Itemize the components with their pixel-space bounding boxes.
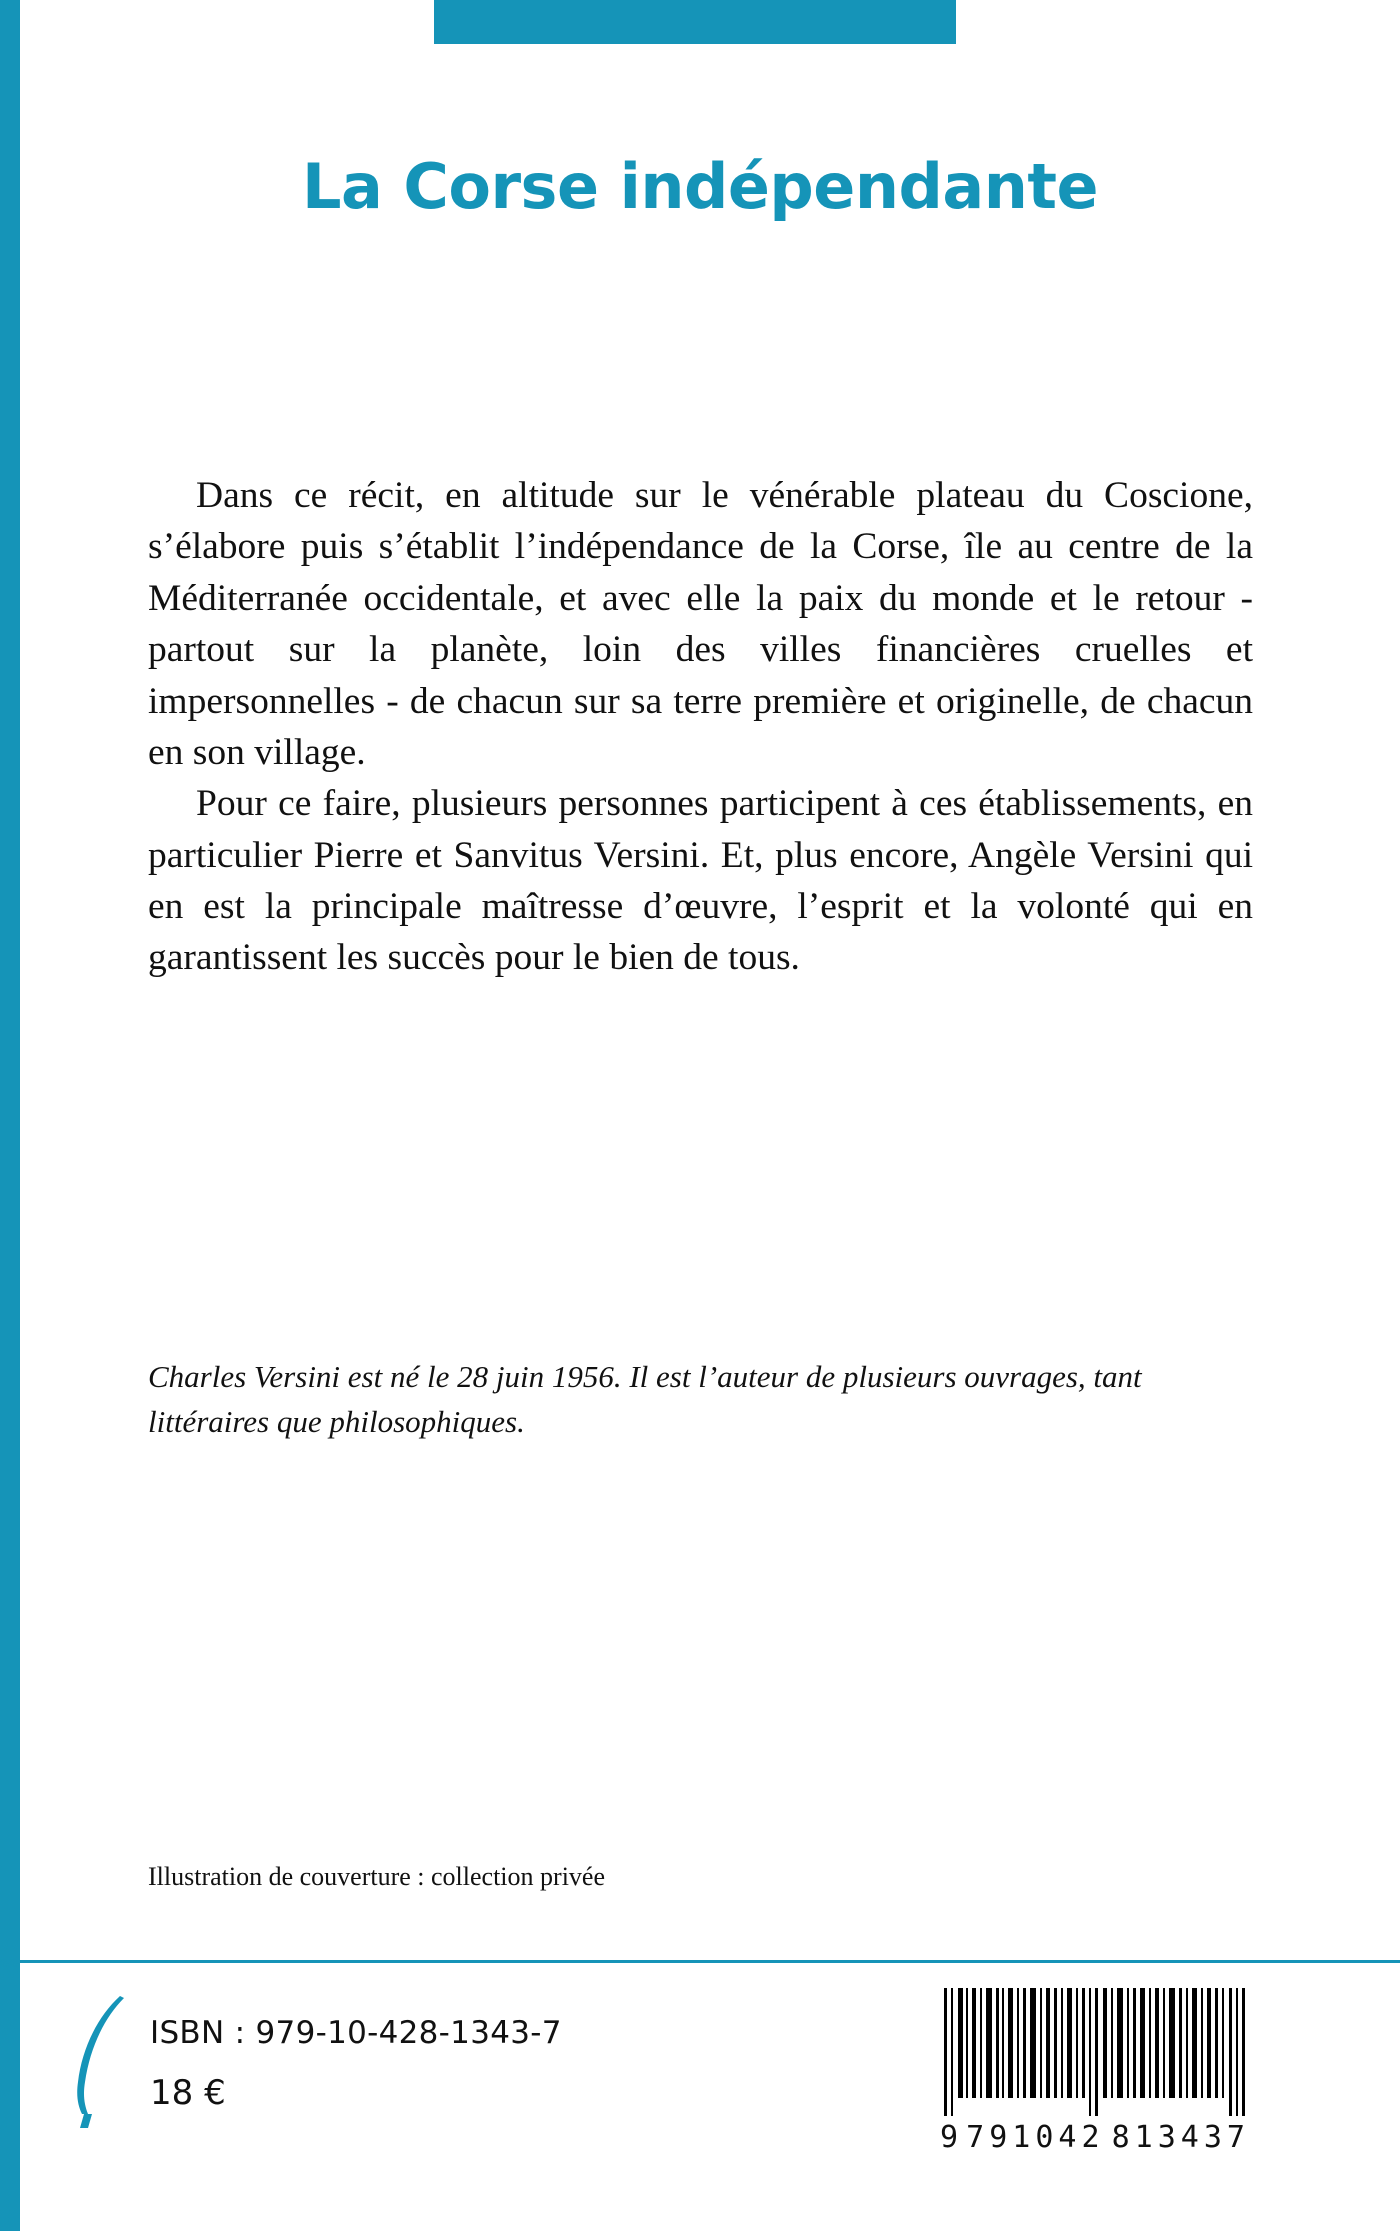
isbn-price-block: [150, 2015, 562, 2113]
barcode-group-right: 813437: [1111, 2120, 1250, 2155]
barcode-bars-icon: [940, 1988, 1250, 2116]
illustration-credit: Illustration de couverture : collection privée: [148, 1862, 605, 1891]
isbn-value: ISBN : 979-10-428-1343-7: [150, 2015, 562, 2051]
barcode-group-left: 791042: [966, 2120, 1105, 2155]
page-title: La Corse indépendante: [301, 150, 1099, 223]
author-biography: Charles Versini est né le 28 juin 1956. Il est l’auteur de plusieurs ouvrages, tant littéraires que philosophiques.: [148, 1359, 1142, 1439]
blurb-paragraph: Dans ce récit, en altitude sur le vénérable plateau du Coscione, s’élabore puis s’établit l’indépendance de la Corse, île au centre de la Méditerranée occidentale, et avec elle la paix du monde et le retour - partout sur la planète, loin des villes financières cruelles et impersonnelles - de chacun sur sa terre première et originelle, de chacun en son village.: [148, 475, 1253, 773]
barcode-lead-digit: 9: [940, 2120, 960, 2155]
spine-color-bar: [0, 0, 20, 2231]
barcode: [940, 1988, 1250, 2155]
back-cover-blurb: [148, 470, 1253, 984]
barcode-digits: [940, 2120, 1250, 2155]
blurb-paragraph: Pour ce faire, plusieurs personnes participent à ces établissements, en particulier Pierre et Sanvitus Versini. Et, plus encore, Angèle Versini qui en est la principale maîtresse d’œuvre, l’esprit et la volonté qui en garantissent les succès pour le bien de tous.: [148, 783, 1253, 979]
bottom-divider: [20, 1960, 1400, 1963]
price-value: 18 €: [150, 2073, 226, 2113]
feather-logo-icon: [62, 1990, 142, 2130]
top-accent-bar: [434, 0, 956, 44]
